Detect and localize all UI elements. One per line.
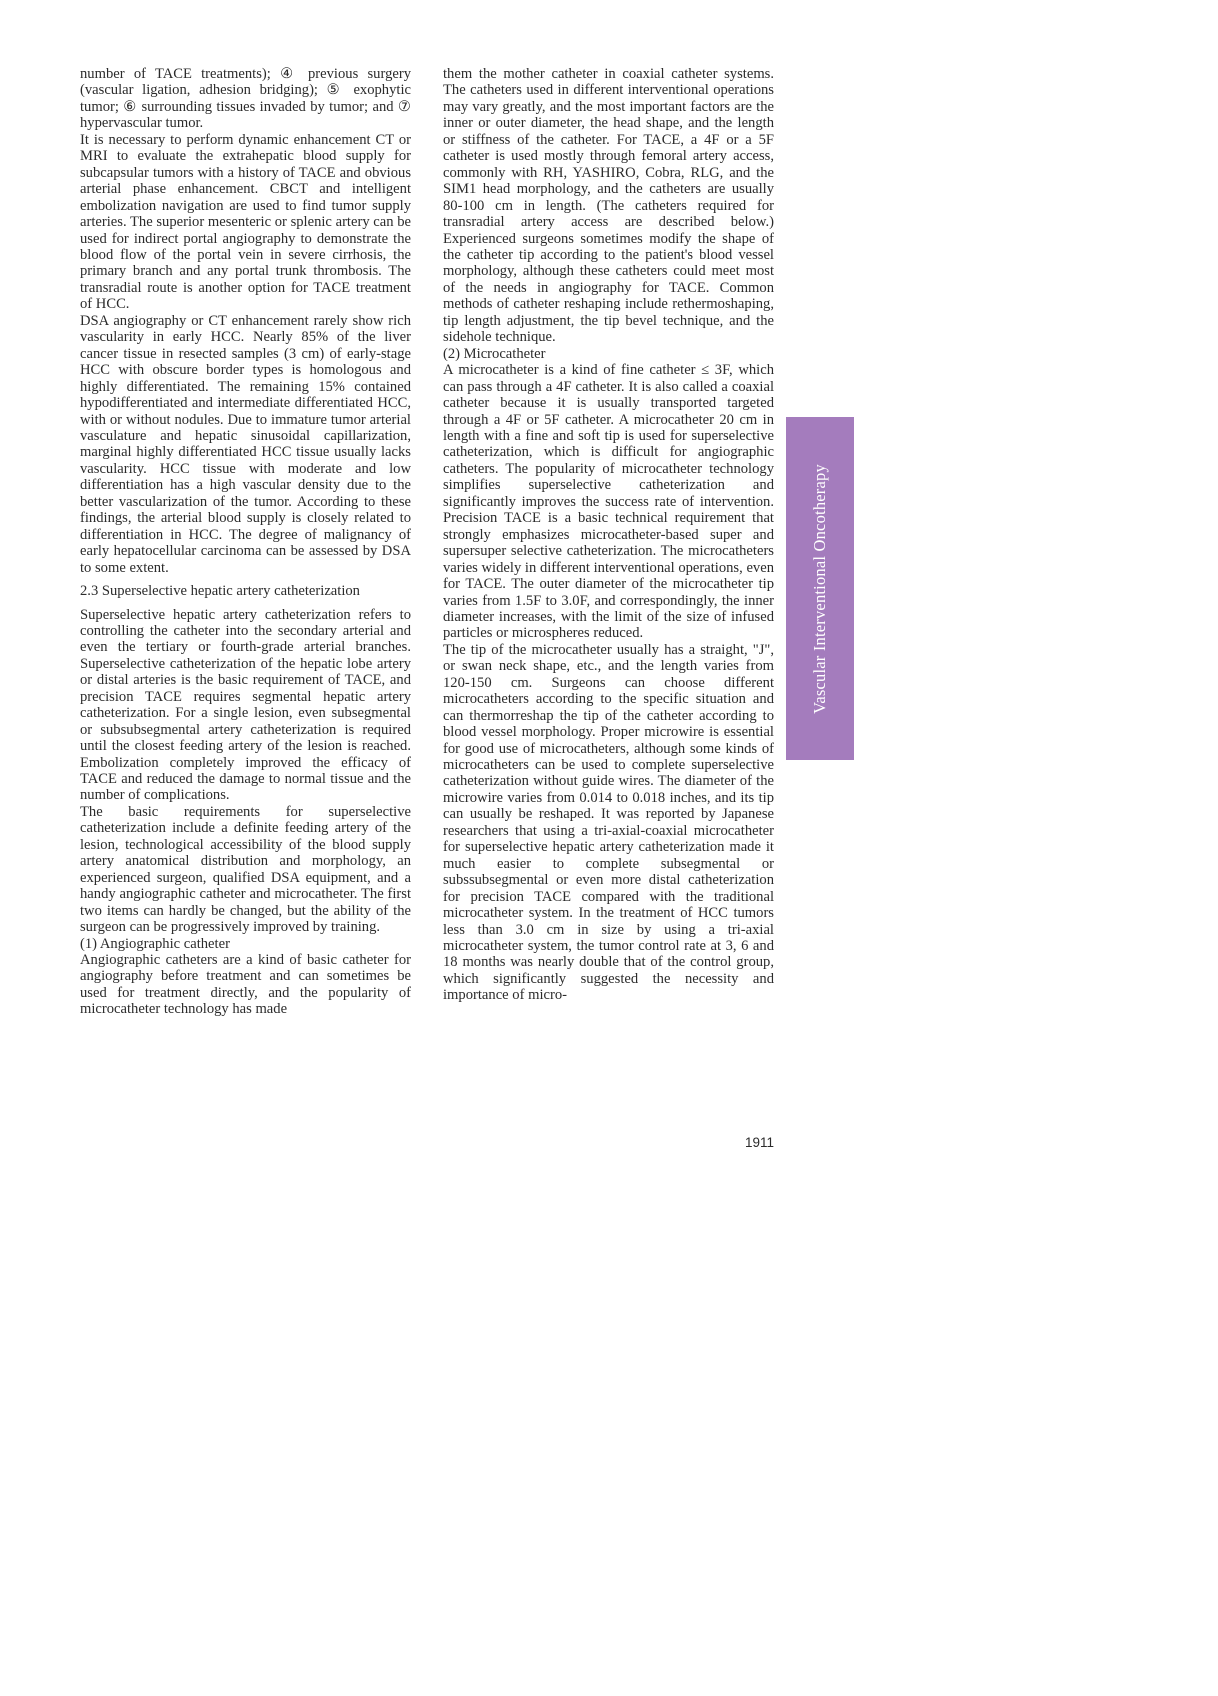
paragraph: It is necessary to perform dynamic enhancement CT or MRI to evaluate the extrahepatic blood supply for subcapsular tumors with a history of TACE and obvious arterial phase enhancement. CBCT and intelligent embolization navigation are used to find tumor supply arteries. The superior mesenteric or splenic artery can be used for indirect portal angiography to demonstrate the blood flow of the portal vein in severe cirrhosis, the primary branch and any portal trunk thrombosis. The transradial route is another option for TACE treatment of HCC. [80,131,411,313]
page-number: 1911 [744,1135,774,1150]
paragraph: Angiographic catheters are a kind of basic catheter for angiography before treatment and can sometimes be used for treatment directly, and the popularity of microcatheter technology has made [80,952,411,1018]
paragraph: A microcatheter is a kind of fine catheter ≤ 3F, which can pass through a 4F catheter. It is also called a coaxial catheter because it is usually transported targeted through a 4F or 5F catheter. A microcatheter 20 cm in length with a fine and soft tip is used for superselective catheterization, which is difficult for angiographic catheters. The popularity of microcatheter technology simplifies superselective catheterization and significantly improves the success rate of intervention. Precision TACE is a basic technical requirement that strongly emphasizes microcatheter-based super and supersuper selective catheterization. The microcatheters varies widely in different interventional operations, even for TACE. The outer diameter of the microcatheter tip varies from 1.5F to 3.0F, and correspondingly, the inner diameter increases, with the limit of the size of infused particles or microspheres reduced. [443,362,774,642]
paragraph: DSA angiography or CT enhancement rarely show rich vascularity in early HCC. Nearly 85% of the liver cancer tissue in resected samples (3 cm) of early-stage HCC with obscure border types is homologous and highly differentiated. The remaining 15% contained hypodifferentiated and intermediate differentiated HCC, with or without nodules. Due to immature tumor arterial vasculature and hepatic sinusoidal capillarization, marginal highly differentiated HCC tissue usually lacks vascularity. HCC tissue with moderate and low differentiation has a high vascular density due to the better vascularization of the tumor. According to these findings, the arterial blood supply is closely related to differentiation in HCC. The degree of malignancy of early hepatocellular carcinoma can be assessed by DSA to some extent. [80,312,411,576]
subsection-heading: (2) Microcatheter [443,345,546,362]
paragraph: The tip of the microcatheter usually has a straight, "J", or swan neck shape, etc., and the length varies from 120-150 cm. Surgeons can choose different microcatheters according to the specific situation and can thermorreshap the tip of the catheter according to blood vessel morphology. Proper microwire is essential for good use of microcatheters, although some kinds of microcatheters can be used to complete superselective catheterization without guide wires. The diameter of the microwire varies from 0.014 to 0.018 inches, and its tip can usually be reshaped. It was reported by Japanese researchers that using a tri-axial-coaxial microcatheter for superselective hepatic artery catheterization made it much easier to complete subsegmental or subssubsegmental or even more distal catheterization for precision TACE compared with the traditional microcatheter system. In the treatment of HCC tumors less than 3.0 cm in size by using a tri-axial microcatheter system, the tumor control rate at 3, 6 and 18 months was nearly double that of the control group, which significantly suggested the necessity and importance of micro- [443,641,774,1004]
left-text-column [80,66,411,1018]
paragraph: Superselective hepatic artery catheterization refers to controlling the catheter into the secondary arterial and even the tertiary or fourth-grade arterial branches. Superselective catheterization of the hepatic lobe artery or distal arteries is the basic requirement of TACE, and precision TACE requires segmental hepatic artery catheterization. For a single lesion, even subsegmental or subsubsegmental artery catheterization is required until the closest feeding artery of the lesion is reached. Embolization completely improved the efficacy of TACE and reduced the damage to normal tissue and the number of complications. [80,606,411,804]
paragraph: number of TACE treatments); ④ previous surgery (vascular ligation, adhesion bridging); ⑤ exophytic tumor; ⑥ surrounding tissues invaded by tumor; and ⑦ hypervascular tumor. [80,66,411,132]
paragraph: them the mother catheter in coaxial catheter systems. The catheters used in different interventional operations may vary greatly, and the most important factors are the inner or outer diameter, the head shape, and the length or stiffness of the catheter. For TACE, a 4F or a 5F catheter is used mostly through femoral artery access, commonly with RH, YASHIRO, Cobra, RLG, and the SIM1 head morphology, and the catheters are usually 80-100 cm in length. (The catheters required for transradial artery access are described below.) Experienced surgeons sometimes modify the shape of the catheter tip according to the patient's blood vessel morphology, although these catheters could meet most of the needs in angiography for TACE. Common methods of catheter reshaping include rethermoshaping, tip length adjustment, the tip bevel technique, and the sidehole technique. [443,66,774,346]
chapter-side-tab [786,417,854,760]
paragraph: The basic requirements for superselective catheterization include a definite feeding artery of the lesion, technological accessibility of the blood supply artery anatomical distribution and morphology, an experienced surgeon, qualified DSA equipment, and a handy angiographic catheter and microcatheter. The first two items can hardly be changed, but the ability of the surgeon can be progressively improved by training. [80,803,411,936]
section-heading: 2.3 Superselective hepatic artery catheterization [80,583,360,600]
subsection-heading: (1) Angiographic catheter [80,935,230,952]
right-text-column [443,66,774,1004]
chapter-side-tab-label: Vascular Interventional Oncotherapy [810,463,830,714]
